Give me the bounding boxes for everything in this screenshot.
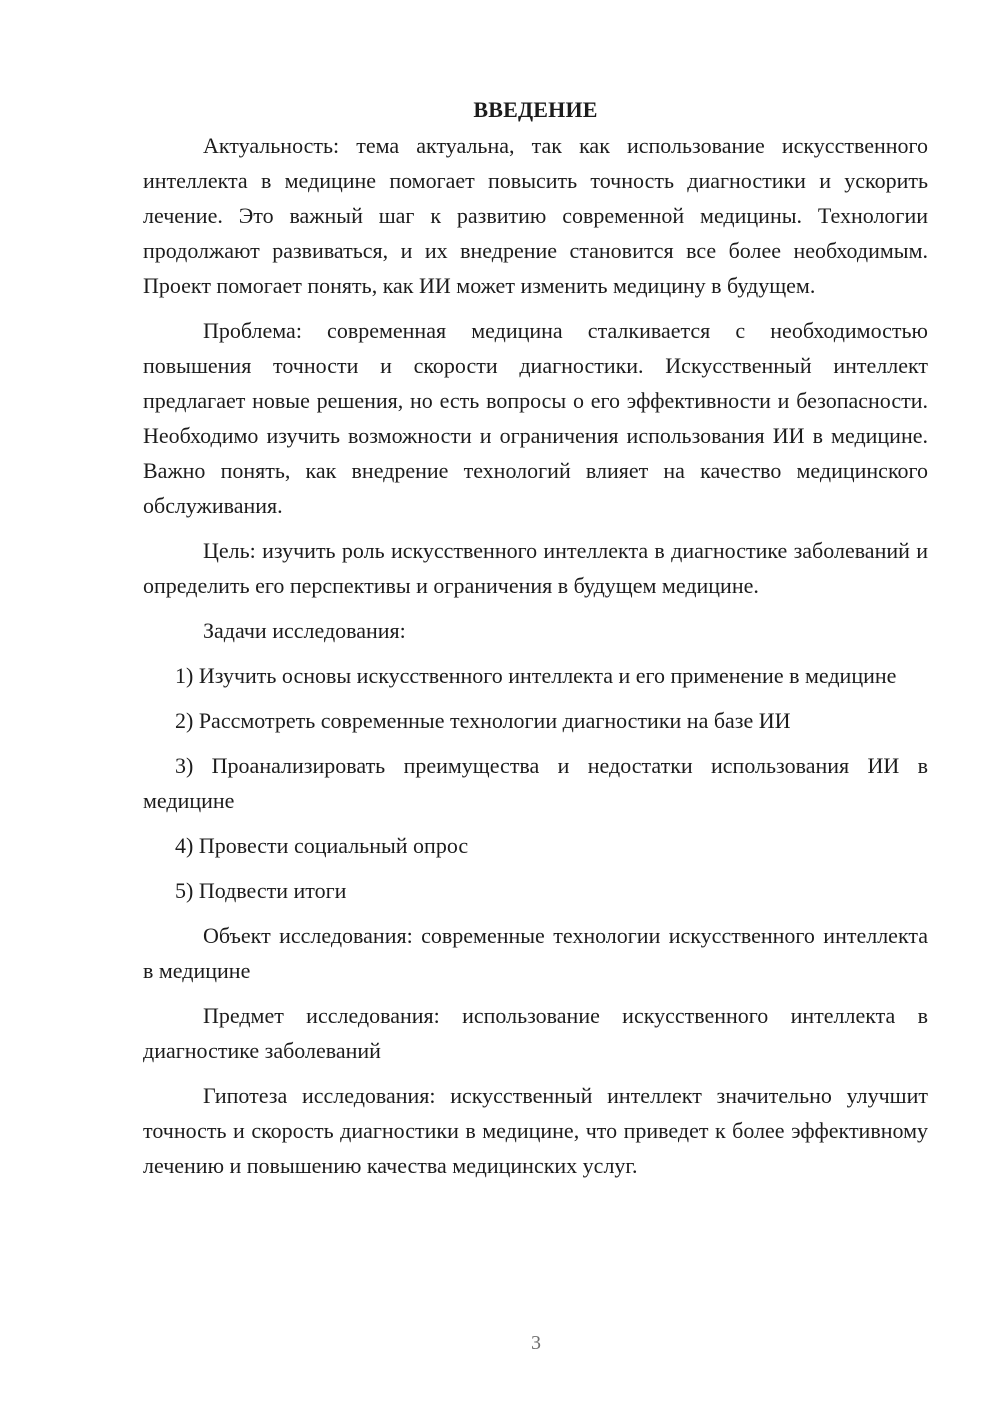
section-heading: ВВЕДЕНИЕ <box>473 97 598 122</box>
task-item-2: 2) Рассмотреть современные технологии диагностики на базе ИИ <box>175 708 791 733</box>
page-number: 3 <box>531 1332 541 1354</box>
tasks-title: Задачи исследования: <box>203 618 406 643</box>
subject-paragraph: Предмет исследования: использование искусственного интеллекта в диагностике заболеваний <box>143 1003 928 1063</box>
task-item-5: 5) Подвести итоги <box>175 878 347 903</box>
goal-paragraph: Цель: изучить роль искусственного интеллекта в диагностике заболеваний и определить его перспективы и ограничения в будущем медицине. <box>143 538 928 598</box>
task-item-3: 3) Проанализировать преимущества и недостатки использования ИИ в медицине <box>143 753 928 813</box>
task-item-4: 4) Провести социальный опрос <box>175 833 469 858</box>
object-paragraph: Объект исследования: современные технологии искусственного интеллекта в медицине <box>143 923 928 983</box>
hypothesis-paragraph: Гипотеза исследования: искусственный интеллект значительно улучшит точность и скорость диагностики в медицине, что приведет к более эффективному лечению и повышению качества медицинских услуг. <box>143 1083 928 1178</box>
relevance-paragraph: Актуальность: тема актуальна, так как использование искусственного интеллекта в медицине помогает повысить точность диагностики и ускорить лечение. Это важный шаг к развитию современной медицины. Технологии продолжают развиваться, и их внедрение становится все более необходимым. Проект помогает понять, как ИИ может изменить медицину в будущем. <box>143 133 928 298</box>
task-item-1: 1) Изучить основы искусственного интеллекта и его применение в медицине <box>175 663 897 688</box>
problem-paragraph: Проблема: современная медицина сталкивается с необходимостью повышения точности и скорости диагностики. Искусственный интеллект предлагает новые решения, но есть вопросы о его эффективности и безопасности. Необходимо изучить возможности и ограничения использования ИИ в медицине. Важно понять, как внедрение технологий влияет на качество медицинского обслуживания. <box>143 318 928 518</box>
document-page <box>143 92 928 1193</box>
